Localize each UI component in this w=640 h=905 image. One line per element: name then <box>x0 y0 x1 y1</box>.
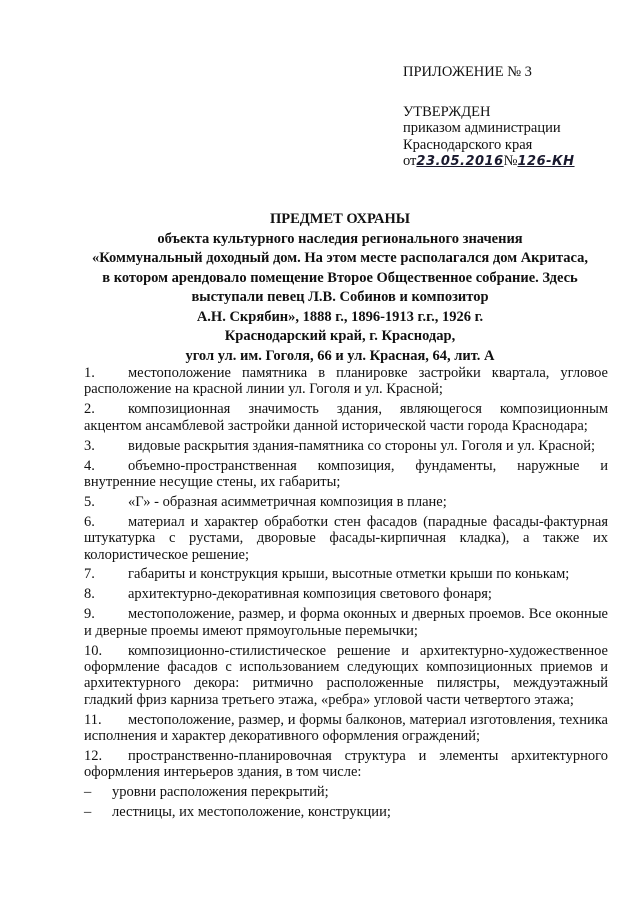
title-line: ПРЕДМЕТ ОХРАНЫ <box>269 211 411 227</box>
order-date-handwritten: 23.05.2016 <box>416 154 504 169</box>
list-item <box>84 566 608 582</box>
list-item <box>84 514 608 563</box>
list-item <box>84 365 608 398</box>
dash-marker: – <box>84 804 92 821</box>
title-line: «Коммунальный доходный дом. На этом месте располагался дом Акритаса, <box>92 250 588 266</box>
title-line: в котором арендовало помещение Второе Общественное собрание. Здесь <box>102 269 578 286</box>
list-item <box>84 606 608 639</box>
order-number-handwritten: 126-КН <box>517 154 575 169</box>
approval-line-1: приказом администрации <box>403 120 561 136</box>
item-text: местоположение, размер, и форма оконных и дверных проемов. Все оконные и дверные проемы имеют прямоугольные перемычки; <box>84 606 608 639</box>
list-item <box>84 458 608 491</box>
item-number: 8. <box>84 586 95 603</box>
item-number: 10. <box>84 642 103 659</box>
item-text: уровни расположения перекрытий; <box>112 784 329 801</box>
dash-marker: – <box>84 784 92 801</box>
list-item <box>84 401 608 434</box>
item-number: 9. <box>84 606 95 623</box>
title-line: угол ул. им. Гоголя, 66 и ул. Красная, 64, лит. А <box>185 347 495 364</box>
item-number: 5. <box>84 493 95 510</box>
list-item <box>84 643 608 709</box>
item-number: 1. <box>84 365 95 381</box>
list-item <box>84 438 608 454</box>
item-number: 11. <box>84 711 102 728</box>
item-number: 4. <box>84 457 95 474</box>
item-number: 7. <box>84 566 95 583</box>
sub-list-item <box>84 804 608 820</box>
item-text: объемно-пространственная композиция, фундаменты, наружные и внутренние несущие стены, их габариты; <box>84 457 608 490</box>
item-number: 6. <box>84 513 95 530</box>
order-from-label: от <box>403 153 417 169</box>
title-line: объекта культурного наследия регионального значения <box>157 230 523 247</box>
protection-items-list <box>84 365 608 824</box>
approved-label: УТВЕРЖДЕН <box>403 103 491 120</box>
approval-line-2: Краснодарского края <box>403 136 533 153</box>
item-text: местоположение, размер, и формы балконов, материал изготовления, техника исполнения и характер декоративного оформления ограждений; <box>84 711 608 745</box>
item-text: местоположение памятника в планировке застройки квартала, угловое расположение на красной линии ул. Гоголя и ул. Красной; <box>84 365 608 398</box>
item-text: «Г» - образная асимметричная композиция в плане; <box>128 493 447 510</box>
title-line: выступали певец Л.В. Собинов и композитор <box>191 289 489 305</box>
title-line: А.Н. Скрябин», 1888 г., 1896-1913 г.г., 1926 г. <box>196 308 484 325</box>
item-text: композиционно-стилистическое решение и архитектурно-художественное оформление фасадов с использованием следующих композиционных приемов и архитектурного декора: ритмично расположенные пилястры, междуэтажный гладкий фриз карниза третьего этажа, «ребра» угловой части четвертого этажа; <box>84 642 608 708</box>
item-number: 3. <box>84 437 95 454</box>
list-item <box>84 586 608 602</box>
item-text: материал и характер обработки стен фасадов (парадные фасады-фактурная штукатурка с рустами, дворовые фасады-кирпичная кладка), а также их колористическое решение; <box>84 513 608 563</box>
item-text: габариты и конструкция крыши, высотные отметки крыши по конькам; <box>128 566 570 583</box>
item-text: композиционная значимость здания, являющегося композиционным акцентом ансамблевой застройки данной исторической части города Краснодара; <box>84 401 608 434</box>
document-title <box>70 210 610 366</box>
order-number-label: № <box>503 153 518 169</box>
item-text: архитектурно-декоративная композиция светового фонаря; <box>128 586 492 603</box>
list-item <box>84 748 608 781</box>
item-text: пространственно-планировочная структура и элементы архитектурного оформления интерьеров здания, в том числе: <box>84 748 608 781</box>
appendix-label: ПРИЛОЖЕНИЕ № 3 <box>403 64 532 80</box>
title-line: Краснодарский край, г. Краснодар, <box>224 328 456 344</box>
item-text: видовые раскрытия здания-памятника со стороны ул. Гоголя и ул. Красной; <box>128 437 595 454</box>
list-item <box>84 494 608 510</box>
list-item <box>84 712 608 745</box>
order-line <box>403 153 575 171</box>
item-text: лестницы, их местоположение, конструкции; <box>112 804 391 821</box>
approval-block <box>403 64 575 171</box>
item-number: 2. <box>84 401 95 418</box>
item-number: 12. <box>84 748 103 765</box>
sub-list-item <box>84 784 608 800</box>
